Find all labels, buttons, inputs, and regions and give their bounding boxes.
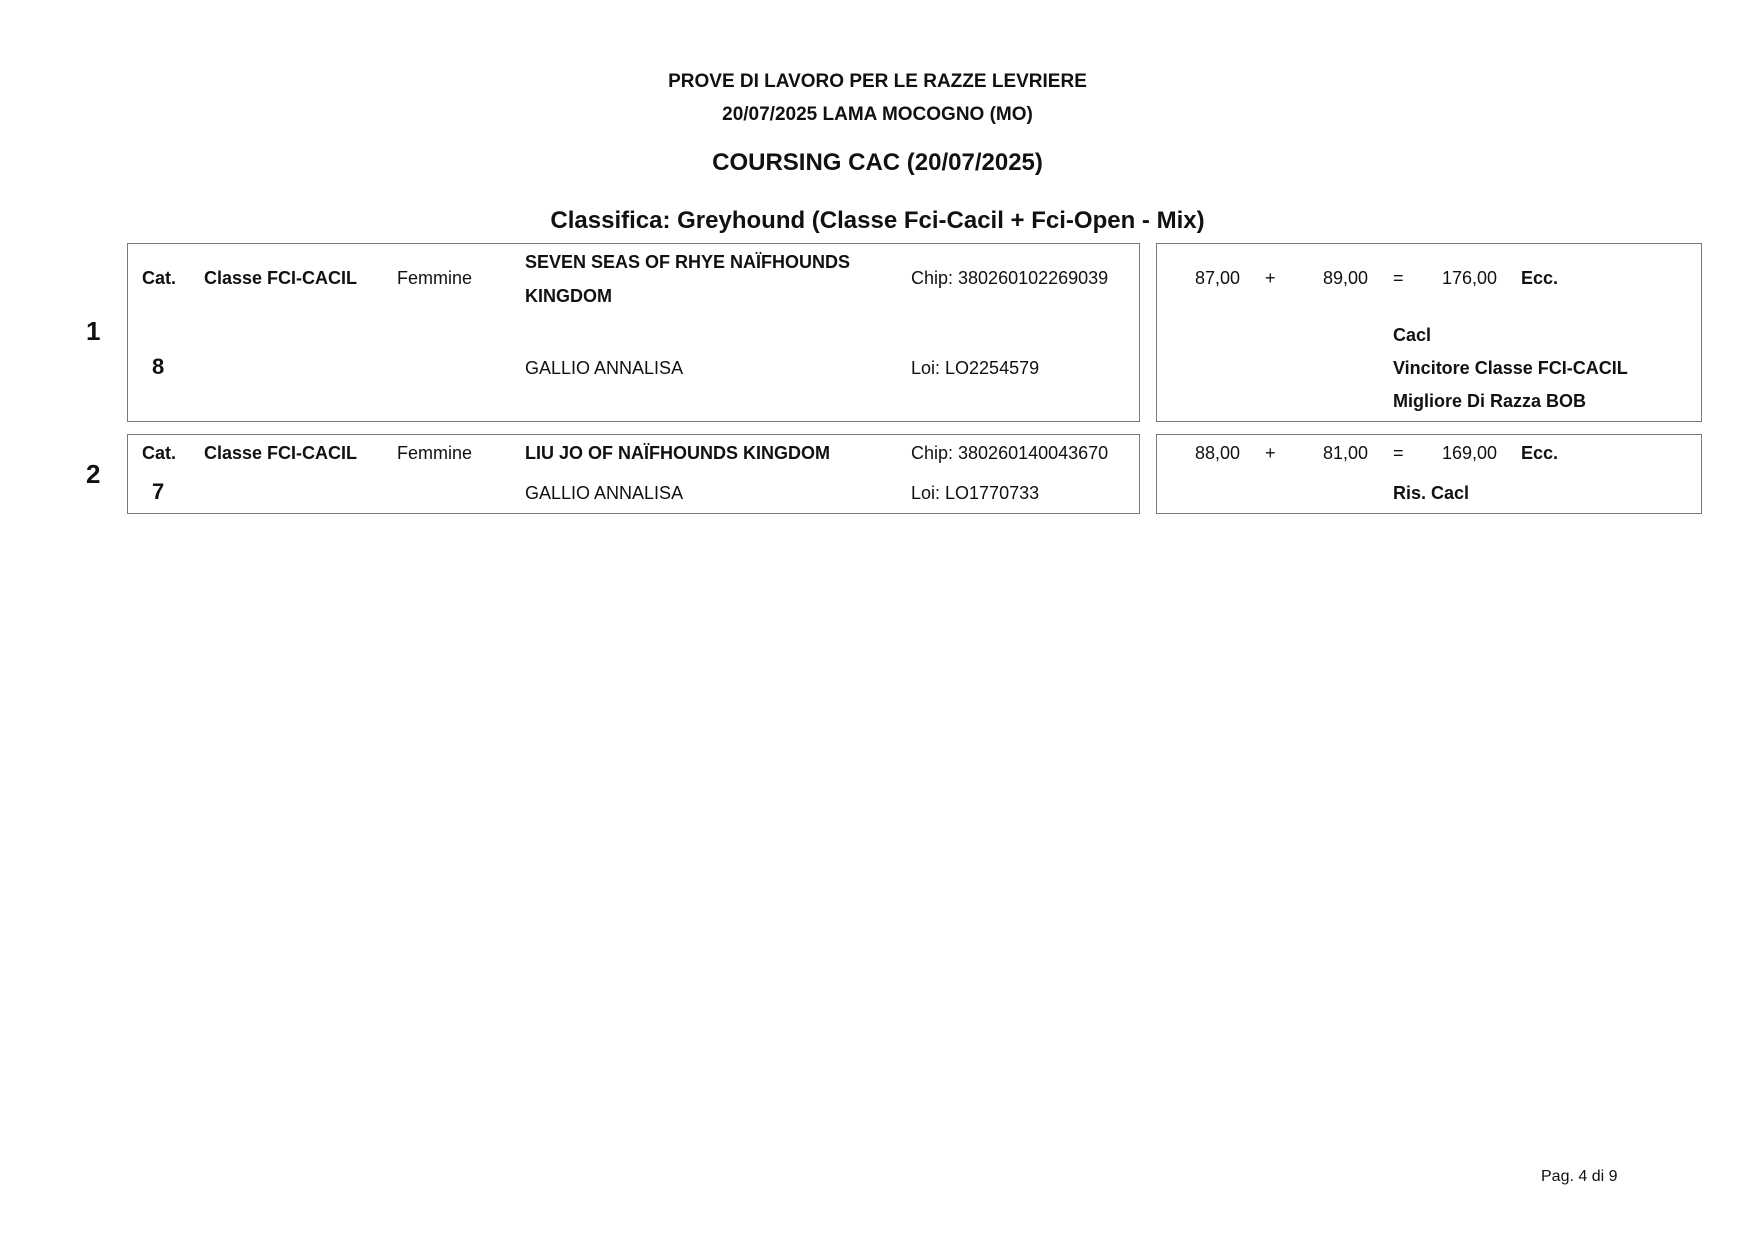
event-title: COURSING CAC (20/07/2025) xyxy=(712,149,1043,176)
plus-sign: + xyxy=(1265,443,1276,463)
class-label: Classe FCI-CACIL xyxy=(204,268,358,288)
sex-label: Femmine xyxy=(397,443,473,463)
score-first: 88,00 xyxy=(1194,443,1240,463)
cat-label: Cat. xyxy=(142,443,177,463)
cat-label: Cat. xyxy=(142,268,177,288)
rank-number: 1 xyxy=(86,316,101,346)
dog-name-continued: KINGDOM xyxy=(525,286,612,306)
owner-name: GALLIO ANNALISA xyxy=(525,483,684,503)
score-total: 176,00 xyxy=(1441,268,1497,288)
score-second: 89,00 xyxy=(1322,268,1368,288)
chip-number: Chip: 380260140043670 xyxy=(911,443,1109,463)
award: Ris. Cacl xyxy=(1393,483,1470,503)
loi-number: Loi: LO2254579 xyxy=(911,358,1040,378)
qualification: Ecc. xyxy=(1521,443,1559,463)
score-total: 169,00 xyxy=(1441,443,1497,463)
dog-name: SEVEN SEAS OF RHYE NAÏFHOUNDS xyxy=(525,252,851,272)
score-second: 81,00 xyxy=(1322,443,1368,463)
equals-sign: = xyxy=(1393,443,1404,463)
header-title: PROVE DI LAVORO PER LE RAZZE LEVRIERE xyxy=(668,71,1087,92)
qualification: Ecc. xyxy=(1521,268,1559,288)
catalog-number: 8 xyxy=(152,354,165,379)
chip-number: Chip: 380260102269039 xyxy=(911,268,1109,288)
equals-sign: = xyxy=(1393,268,1404,288)
page-number: Pag. 4 di 9 xyxy=(1541,1168,1618,1185)
plus-sign: + xyxy=(1265,268,1276,288)
award: Migliore Di Razza BOB xyxy=(1393,391,1587,411)
header-date-location: 20/07/2025 LAMA MOCOGNO (MO) xyxy=(722,104,1033,125)
dog-name: LIU JO OF NAÏFHOUNDS KINGDOM xyxy=(525,443,830,463)
score-first: 87,00 xyxy=(1194,268,1240,288)
award: Cacl xyxy=(1393,325,1432,345)
sex-label: Femmine xyxy=(397,268,473,288)
award: Vincitore Classe FCI-CACIL xyxy=(1393,358,1628,378)
rank-number: 2 xyxy=(86,459,101,489)
catalog-number: 7 xyxy=(152,479,165,504)
loi-number: Loi: LO1770733 xyxy=(911,483,1040,503)
classification-title: Classifica: Greyhound (Classe Fci-Cacil + Fci-Open - Mix) xyxy=(550,207,1205,234)
owner-name: GALLIO ANNALISA xyxy=(525,358,684,378)
class-label: Classe FCI-CACIL xyxy=(204,443,358,463)
